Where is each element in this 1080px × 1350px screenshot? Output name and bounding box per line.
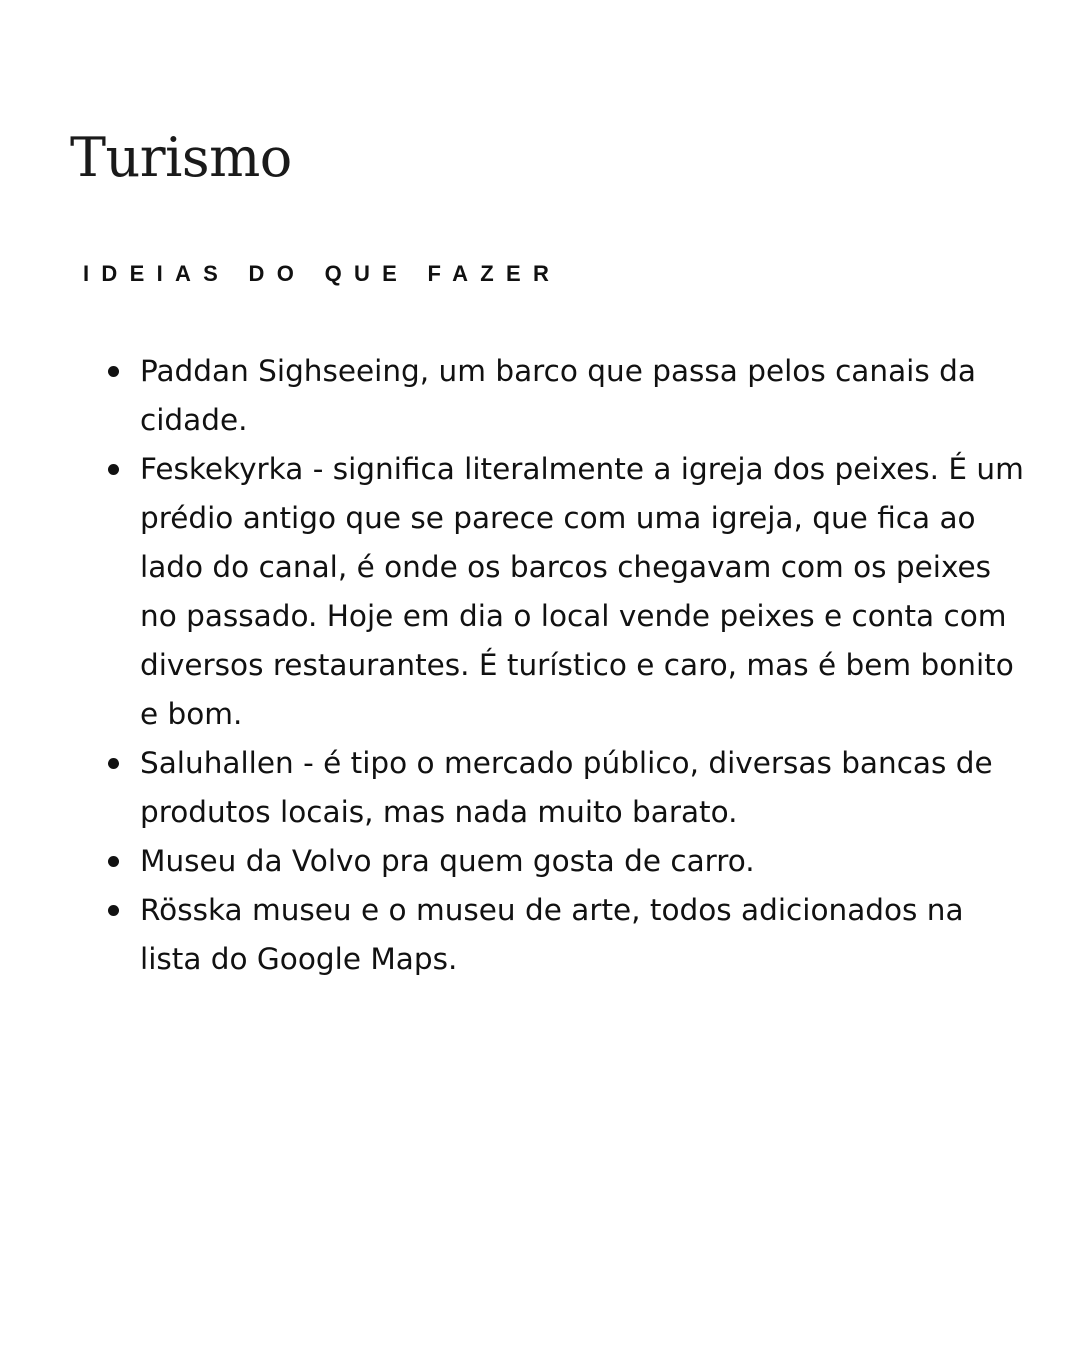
list-item-text: Feskekyrka - significa literalmente a igreja dos peixes. É um prédio antigo que se parece com uma igreja, que fica ao lado do canal, é onde os barcos chegavam com os peixes no passado. Hoje em dia o local vende peixes e conta com diversos restaurantes. É turístico e caro, mas é bem bonito e bom.	[140, 452, 1024, 731]
list-item-text: Museu da Volvo pra quem gosta de carro.	[140, 844, 755, 878]
list-item-text: Saluhallen - é tipo o mercado público, diversas bancas de produtos locais, mas nada muito barato.	[140, 746, 993, 829]
list-item-text: Paddan Sighseeing, um barco que passa pelos canais da cidade.	[140, 354, 976, 437]
page-title: Turismo	[70, 126, 292, 189]
bullet-icon	[108, 856, 119, 867]
bullet-icon	[108, 366, 119, 377]
section-subtitle: IDEIAS DO QUE FAZER	[83, 261, 562, 286]
bullet-icon	[108, 758, 119, 769]
ideas-list	[104, 347, 1034, 984]
list-item	[104, 739, 1034, 837]
list-item	[104, 837, 1034, 886]
list-item	[104, 886, 1034, 984]
bullet-icon	[108, 464, 119, 475]
list-item	[104, 445, 1034, 739]
list-item-text: Rösska museu e o museu de arte, todos adicionados na lista do Google Maps.	[140, 893, 964, 976]
bullet-icon	[108, 905, 119, 916]
list-item	[104, 347, 1034, 445]
